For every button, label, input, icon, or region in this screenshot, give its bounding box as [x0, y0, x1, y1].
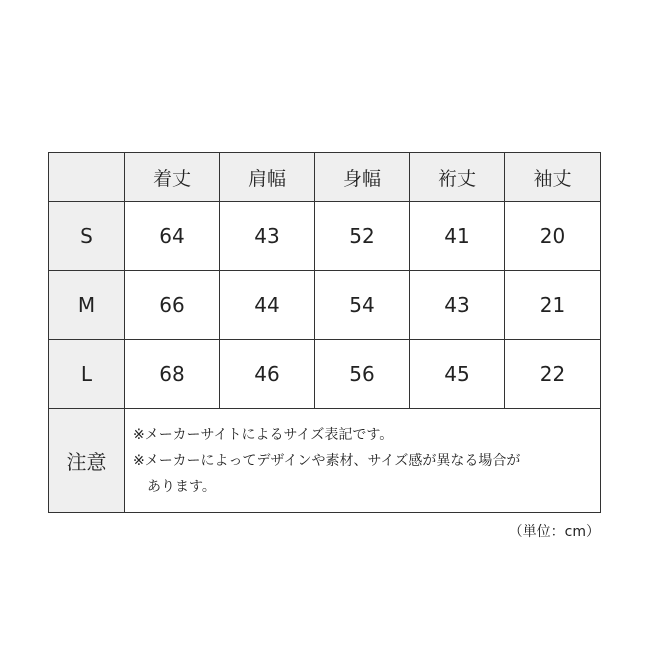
- row-label-l: L: [49, 340, 125, 409]
- note-line-1: ※メーカーサイトによるサイズ表記です。: [133, 426, 394, 443]
- table-cell: 22: [505, 340, 601, 409]
- notes-content: [125, 409, 601, 513]
- unit-label: （単位：cm）: [508, 524, 600, 540]
- note-line-2: ※メーカーによってデザインや素材、サイズ感が異なる場合が: [133, 452, 521, 469]
- table-cell: 41: [410, 202, 505, 271]
- table-cell: 44: [220, 271, 315, 340]
- header-corner-cell: [49, 153, 125, 202]
- header-row: [49, 153, 601, 202]
- table-cell: 56: [315, 340, 410, 409]
- table-row-s: [49, 202, 601, 271]
- table-cell: 46: [220, 340, 315, 409]
- header-length: 着丈: [125, 153, 220, 202]
- notes-row: [49, 409, 601, 513]
- table-cell: 45: [410, 340, 505, 409]
- table-cell: 21: [505, 271, 601, 340]
- table-cell: 43: [220, 202, 315, 271]
- header-shoulder: 肩幅: [220, 153, 315, 202]
- header-chest: 身幅: [315, 153, 410, 202]
- table-cell: 54: [315, 271, 410, 340]
- table-cell: 20: [505, 202, 601, 271]
- table-cell: 52: [315, 202, 410, 271]
- table-row-m: [49, 271, 601, 340]
- table-cell: 64: [125, 202, 220, 271]
- notes-label: 注意: [49, 409, 125, 513]
- table-cell: 66: [125, 271, 220, 340]
- row-label-m: M: [49, 271, 125, 340]
- size-table: [48, 152, 601, 513]
- table-cell: 68: [125, 340, 220, 409]
- header-sleeve: 袖丈: [505, 153, 601, 202]
- header-yuki: 裄丈: [410, 153, 505, 202]
- table-row-l: [49, 340, 601, 409]
- row-label-s: S: [49, 202, 125, 271]
- table-cell: 43: [410, 271, 505, 340]
- note-line-3: あります。: [147, 478, 216, 495]
